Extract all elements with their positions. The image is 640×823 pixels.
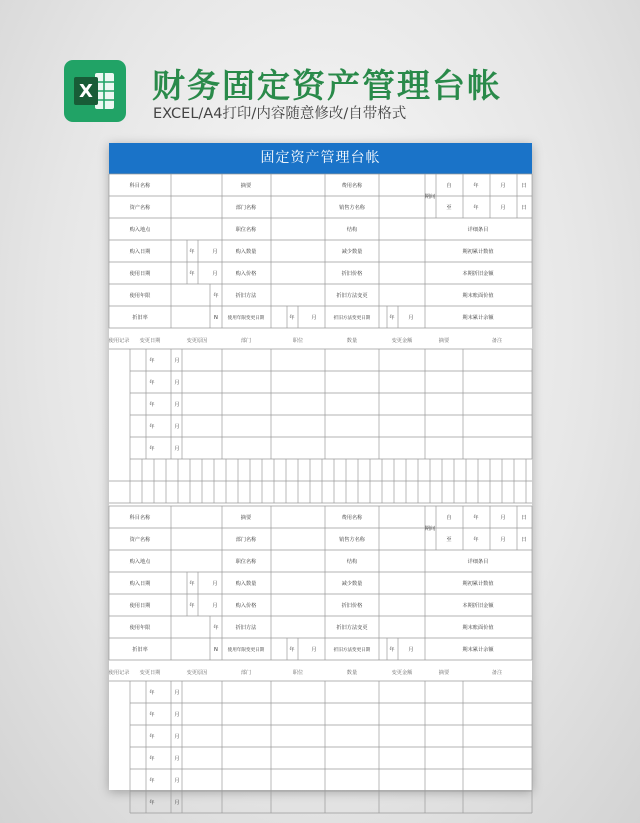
field-label: 期末账面价值: [462, 625, 494, 631]
field-label: 购入价格: [235, 603, 257, 609]
page-subtitle: EXCEL/A4打印/内容随意修改/自带格式: [153, 106, 407, 122]
history-header: 职位: [292, 338, 304, 344]
history-header: 变更原因: [186, 338, 208, 344]
field-label: 自: [446, 183, 452, 189]
history-month: 月: [174, 380, 180, 386]
field-label: 年: [189, 581, 195, 587]
field-label: 折旧方法变更: [336, 625, 368, 631]
field-label: 年: [189, 271, 195, 277]
field-label: 月: [212, 249, 218, 255]
history-header: 部门: [240, 338, 252, 344]
field-label: 本期折旧金额: [462, 271, 494, 277]
field-label: 资产名称: [129, 205, 151, 211]
field-label: 购入价格: [235, 271, 257, 277]
history-year: 年: [149, 358, 155, 364]
field-label: 折旧率: [132, 647, 148, 653]
history-month: 月: [174, 690, 180, 696]
history-header: 职位: [292, 670, 304, 676]
history-year: 年: [149, 734, 155, 740]
history-header: 备注: [491, 670, 503, 676]
field-label: 费用名称: [341, 183, 363, 189]
field-label: 职位名称: [235, 559, 257, 565]
history-header: 变更日期: [139, 670, 161, 676]
field-label: 年: [473, 183, 479, 189]
history-year: 年: [149, 778, 155, 784]
field-label: 购入日期: [129, 581, 151, 587]
field-label: 月: [212, 271, 218, 277]
history-header: 部门: [240, 670, 252, 676]
field-label: 折旧方法变更: [336, 293, 368, 299]
field-label: 年: [473, 515, 479, 521]
field-label: 年: [213, 625, 219, 631]
field-label: 日: [521, 205, 527, 211]
field-label: 月: [500, 515, 506, 521]
field-label: 年: [473, 537, 479, 543]
history-month: 月: [174, 734, 180, 740]
field-label: 使用年限: [129, 625, 151, 631]
field-label: 折旧方法变更日期: [333, 316, 371, 321]
history-header: 变更金额: [391, 670, 413, 676]
field-label: 使用年限变更日期: [227, 316, 265, 321]
history-month: 月: [174, 800, 180, 806]
history-year: 年: [149, 690, 155, 696]
field-label: 月: [500, 205, 506, 211]
history-year: 年: [149, 446, 155, 452]
field-label: 折旧方法: [235, 293, 257, 299]
history-year: 年: [149, 712, 155, 718]
field-label: 购入地点: [129, 559, 151, 565]
field-label: 减少数量: [341, 581, 363, 587]
period-label: 期间: [424, 526, 436, 532]
field-label: 本期折旧金额: [462, 603, 494, 609]
field-label: 折旧价格: [341, 603, 363, 609]
history-month: 月: [174, 402, 180, 408]
field-label: 自: [446, 515, 452, 521]
field-label: 期初累计数值: [462, 249, 494, 255]
ledger-grid: [108, 174, 532, 806]
ledger-sheet: [108, 143, 532, 806]
field-label: 购入日期: [129, 249, 151, 255]
field-label: 折旧价格: [341, 271, 363, 277]
field-label: 科目名称: [129, 183, 151, 189]
field-label: N: [214, 315, 218, 321]
history-header: 数量: [346, 670, 358, 676]
history-month: 月: [174, 778, 180, 784]
field-label: 月: [311, 315, 317, 321]
history-month: 月: [174, 424, 180, 430]
field-label: 期末账面价值: [462, 293, 494, 299]
field-label: 购入地点: [129, 227, 151, 233]
field-label: 年: [473, 205, 479, 211]
history-header: 摘要: [438, 670, 450, 676]
field-label: 销售方名称: [339, 537, 365, 543]
excel-icon: [64, 60, 126, 122]
field-label: 职位名称: [235, 227, 257, 233]
field-label: 至: [446, 205, 452, 211]
field-label: 购入数量: [235, 581, 257, 587]
field-label: 科目名称: [129, 515, 151, 521]
history-header: 使用记录: [108, 670, 130, 676]
field-label: 购入数量: [235, 249, 257, 255]
field-label: 减少数量: [341, 249, 363, 255]
field-label: 月: [212, 603, 218, 609]
history-header: 数量: [346, 338, 358, 344]
field-label: 折旧方法: [235, 625, 257, 631]
field-label: 月: [408, 315, 414, 321]
field-label: 至: [446, 537, 452, 543]
page-title: 财务固定资产管理台帐: [152, 66, 502, 105]
history-year: 年: [149, 380, 155, 386]
history-year: 年: [149, 800, 155, 806]
field-label: 结构: [346, 227, 358, 233]
sheet-title: 固定资产管理台帐: [109, 143, 532, 174]
excel-letter: X: [79, 81, 93, 102]
field-label: 期末累计余额: [462, 315, 494, 321]
field-label: 年: [389, 647, 395, 653]
field-label: 使用日期: [129, 603, 151, 609]
history-year: 年: [149, 424, 155, 430]
field-label: 详细条目: [467, 227, 489, 233]
field-label: 销售方名称: [339, 205, 365, 211]
history-month: 月: [174, 712, 180, 718]
field-label: 年: [289, 647, 295, 653]
history-month: 月: [174, 358, 180, 364]
field-label: 摘要: [240, 183, 252, 189]
history-header: 变更原因: [186, 670, 208, 676]
history-month: 月: [174, 756, 180, 762]
field-label: 年: [189, 603, 195, 609]
field-label: 使用年限: [129, 293, 151, 299]
history-header: 使用记录: [108, 338, 130, 344]
field-label: 资产名称: [129, 537, 151, 543]
field-label: 使用年限变更日期: [227, 648, 265, 653]
history-header: 变更日期: [139, 338, 161, 344]
field-label: 部门名称: [235, 537, 257, 543]
history-header: 备注: [491, 338, 503, 344]
field-label: 月: [500, 183, 506, 189]
history-month: 月: [174, 446, 180, 452]
field-label: 月: [311, 647, 317, 653]
period-label: 期间: [424, 194, 436, 200]
field-label: 月: [212, 581, 218, 587]
field-label: N: [214, 647, 218, 653]
field-label: 使用日期: [129, 271, 151, 277]
field-label: 月: [408, 647, 414, 653]
history-header: 变更金额: [391, 338, 413, 344]
history-year: 年: [149, 402, 155, 408]
field-label: 日: [521, 515, 527, 521]
field-label: 部门名称: [235, 205, 257, 211]
field-label: 结构: [346, 559, 358, 565]
field-label: 摘要: [240, 515, 252, 521]
field-label: 费用名称: [341, 515, 363, 521]
field-label: 年: [389, 315, 395, 321]
field-label: 日: [521, 183, 527, 189]
field-label: 日: [521, 537, 527, 543]
history-header: 摘要: [438, 338, 450, 344]
field-label: 折旧方法变更日期: [333, 648, 371, 653]
field-label: 月: [500, 537, 506, 543]
field-label: 年: [213, 293, 219, 299]
history-year: 年: [149, 756, 155, 762]
field-label: 年: [289, 315, 295, 321]
field-label: 期初累计数值: [462, 581, 494, 587]
field-label: 折旧率: [132, 315, 148, 321]
field-label: 期末累计余额: [462, 647, 494, 653]
field-label: 年: [189, 249, 195, 255]
field-label: 详细条目: [467, 559, 489, 565]
